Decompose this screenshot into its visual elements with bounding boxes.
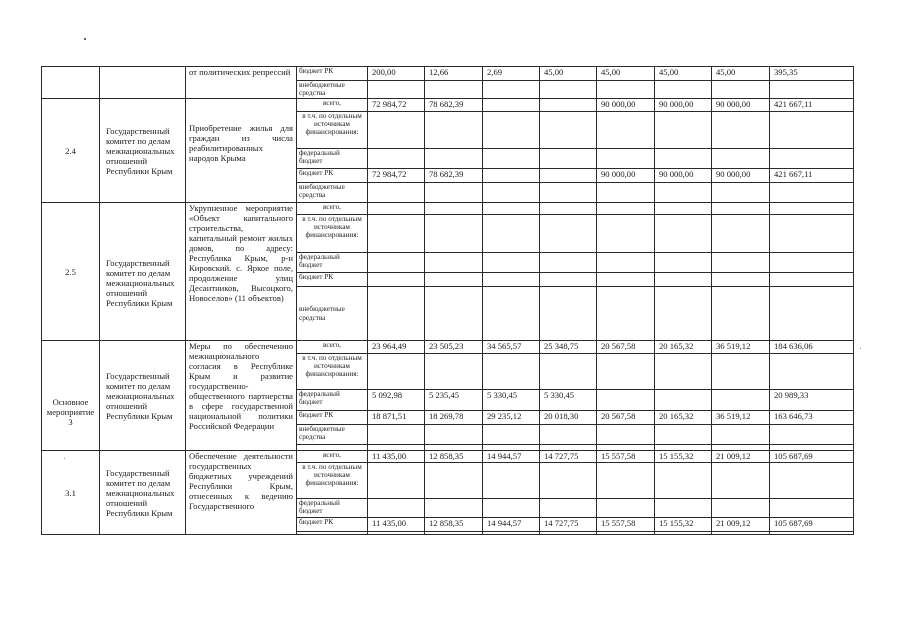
- source-label: внебюджетные средства: [297, 287, 368, 341]
- code-cell: 3.1: [42, 451, 100, 535]
- value-cell: 20 165,32: [655, 341, 712, 354]
- table-row: [42, 67, 854, 81]
- source-label: федеральный бюджет: [297, 149, 368, 169]
- value-cell: 5 330,45: [483, 390, 540, 411]
- value-cell: 200,00: [368, 67, 425, 81]
- code-cell: [42, 67, 100, 99]
- value-cell: 25 348,75: [540, 341, 597, 354]
- measure-name: Укрупненное мероприятие «Объект капитального строительства, капитальный ремонт жилых домов, по адресу: Республика Крым, р-н Кировский. с. Яркое поле, продолжение улиц Десантников, Высоцкого, Новоселов» (11 объектов): [186, 203, 297, 341]
- source-label: бюджет РК: [297, 411, 368, 425]
- value-cell: 45,00: [540, 67, 597, 81]
- value-cell: 90 000,00: [597, 169, 655, 183]
- executor-cell: Государственный комитет по делам межнациональных отношений Республики Крым: [100, 99, 186, 203]
- value-cell: 5 092,98: [368, 390, 425, 411]
- value-cell: [597, 390, 655, 411]
- source-label: всего,: [297, 99, 368, 112]
- measure-name: Меры по обеспечению межнационального согласия в Республике Крым и развитие государственно-общественного партнерства в сфере государственной национальной политики Российской Федерации: [186, 341, 297, 451]
- value-cell: 421 667,11: [770, 99, 854, 112]
- value-cell: 34 565,57: [483, 341, 540, 354]
- financing-table: [41, 66, 854, 535]
- source-label: федеральный бюджет: [297, 499, 368, 518]
- value-cell: 11 435,00: [368, 518, 425, 532]
- value-cell: 18 269,78: [425, 411, 483, 425]
- source-label: федеральный бюджет: [297, 390, 368, 411]
- value-cell: 12,66: [425, 67, 483, 81]
- value-cell: [712, 390, 770, 411]
- value-cell: 163 646,73: [770, 411, 854, 425]
- value-cell: 90 000,00: [712, 99, 770, 112]
- source-label: в т.ч. по отдельным источникам финансирования:: [297, 215, 368, 253]
- value-cell: 14 727,75: [540, 451, 597, 463]
- source-label: всего,: [297, 203, 368, 215]
- value-cell: 20 989,33: [770, 390, 854, 411]
- value-cell: 2,69: [483, 67, 540, 81]
- value-cell: 90 000,00: [655, 169, 712, 183]
- value-cell: 395,35: [770, 67, 854, 81]
- value-cell: 184 636,06: [770, 341, 854, 354]
- source-label: бюджет РК: [297, 273, 368, 287]
- value-cell: 14 944,57: [483, 451, 540, 463]
- value-cell: [483, 169, 540, 183]
- value-cell: 15 557,58: [597, 451, 655, 463]
- value-cell: 45,00: [712, 67, 770, 81]
- code-cell: 2.5: [42, 203, 100, 341]
- scan-speck: [64, 458, 65, 459]
- value-cell: 105 687,69: [770, 518, 854, 532]
- executor-cell: Государственный комитет по делам межнациональных отношений Республики Крым: [100, 341, 186, 451]
- source-label: в т.ч. по отдельным источникам финансирования:: [297, 112, 368, 149]
- table-row: [42, 341, 854, 354]
- scan-speck: [860, 348, 861, 349]
- value-cell: 18 871,51: [368, 411, 425, 425]
- source-label: бюджет РК: [297, 169, 368, 183]
- source-label: бюджет РК: [297, 518, 368, 532]
- table-row: [42, 99, 854, 112]
- code-cell: 2.4: [42, 99, 100, 203]
- value-cell: 15 557,58: [597, 518, 655, 532]
- value-cell: [483, 99, 540, 112]
- value-cell: [540, 99, 597, 112]
- code-cell: Основное мероприятие 3: [42, 341, 100, 451]
- value-cell: 20 567,58: [597, 411, 655, 425]
- source-label: в т.ч. по отдельным источникам финансирования:: [297, 354, 368, 390]
- table-row: [42, 451, 854, 463]
- executor-cell: Государственный комитет по делам межнациональных отношений Республики Крым: [100, 203, 186, 341]
- value-cell: 20 018,30: [540, 411, 597, 425]
- value-cell: [540, 169, 597, 183]
- value-cell: 90 000,00: [712, 169, 770, 183]
- value-cell: 45,00: [655, 67, 712, 81]
- value-cell: 72 984,72: [368, 169, 425, 183]
- value-cell: 5 330,45: [540, 390, 597, 411]
- value-cell: 421 667,11: [770, 169, 854, 183]
- value-cell: 90 000,00: [655, 99, 712, 112]
- value-cell: 23 505,23: [425, 341, 483, 354]
- value-cell: 11 435,00: [368, 451, 425, 463]
- measure-name: Приобретение жилья для граждан из числа реабилитированных народов Крыма: [186, 99, 297, 203]
- value-cell: [655, 390, 712, 411]
- measure-name: от политических репрессий: [186, 67, 297, 99]
- value-cell: 105 687,69: [770, 451, 854, 463]
- value-cell: 23 964,49: [368, 341, 425, 354]
- value-cell: 20 165,32: [655, 411, 712, 425]
- value-cell: 12 858,35: [425, 451, 483, 463]
- source-label: всего,: [297, 451, 368, 463]
- executor-cell: Государственный комитет по делам межнациональных отношений Республики Крым: [100, 451, 186, 535]
- value-cell: 20 567,58: [597, 341, 655, 354]
- value-cell: 90 000,00: [597, 99, 655, 112]
- table-row: [42, 203, 854, 215]
- value-cell: 36 519,12: [712, 411, 770, 425]
- value-cell: 29 235,12: [483, 411, 540, 425]
- value-cell: 36 519,12: [712, 341, 770, 354]
- scan-speck: [84, 38, 86, 40]
- value-cell: 78 682,39: [425, 99, 483, 112]
- source-label: внебюджетные средства: [297, 81, 368, 99]
- value-cell: 21 009,12: [712, 518, 770, 532]
- value-cell: 12 858,35: [425, 518, 483, 532]
- executor-cell: [100, 67, 186, 99]
- source-label: внебюджетные средства: [297, 425, 368, 445]
- value-cell: 14 727,75: [540, 518, 597, 532]
- source-label: внебюджетные средства: [297, 183, 368, 203]
- source-label: в т.ч. по отдельным источникам финансирования:: [297, 463, 368, 499]
- source-label: федеральный бюджет: [297, 253, 368, 273]
- value-cell: 21 009,12: [712, 451, 770, 463]
- value-cell: 78 682,39: [425, 169, 483, 183]
- source-label: бюджет РК: [297, 67, 368, 81]
- measure-name: Обеспечение деятельности государственных бюджетных учреждений Республики Крым, отнесенных к ведению Государственного: [186, 451, 297, 535]
- value-cell: 15 155,32: [655, 518, 712, 532]
- value-cell: 72 984,72: [368, 99, 425, 112]
- value-cell: 14 944,57: [483, 518, 540, 532]
- value-cell: 15 155,32: [655, 451, 712, 463]
- value-cell: 5 235,45: [425, 390, 483, 411]
- value-cell: 45,00: [597, 67, 655, 81]
- source-label: всего,: [297, 341, 368, 354]
